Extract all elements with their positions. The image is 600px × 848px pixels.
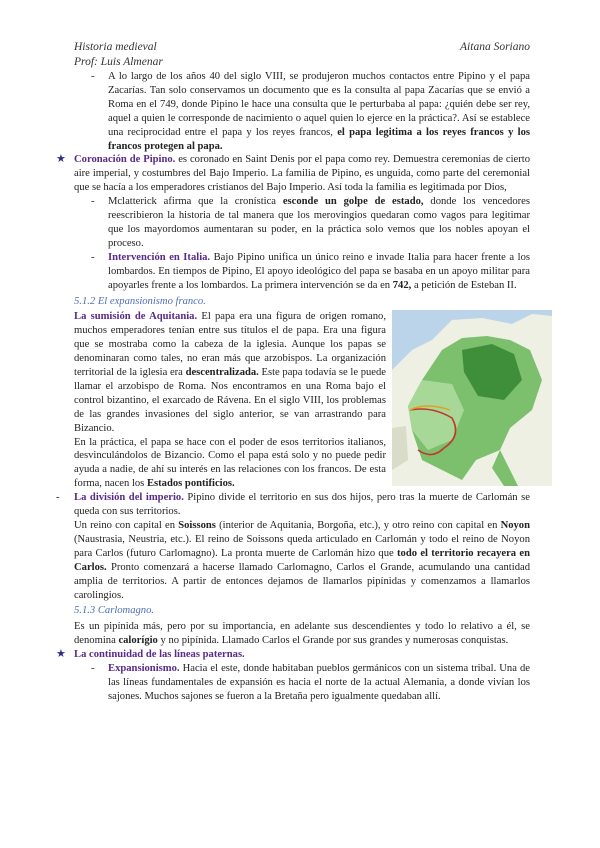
paragraph: En la práctica, el papa se hace con el poder de esos territorios italianos, desvinculándolos de Bizancio. Como el papa está solo y no puede pedir ayuda a nadie, de ahí su interés en las relaciones con los francos. De esta forma, nacen los Estados pontificios. xyxy=(74,436,386,490)
paragraph: Un reino con capital en Soissons (interior de Aquitania, Borgoña, etc.), y otro reino con capital en Noyon (Naustrasia, Neustria, etc.). El reino de Soissons queda articulado en Carlomán y todo el reino de Noyon para Carlos (futuro Carlomagno). La pronta muerte de Carlomán hizo que todo el territorio recayera en Carlos. Pronto comenzará a hacerse llamado Carlomagno, Carlos el Grande, acumulando una cantidad amplia de territorios. A partir de entonces dejamos de llamarlos pipínidas y comenzamos a llamarlos carolingios. xyxy=(74,520,530,601)
document-body xyxy=(56,70,530,704)
author-name: Aitana Soriano xyxy=(460,41,530,53)
list-item: - A lo largo de los años 40 del siglo VIII, se produjeron muchos contactos entre Pipino y el papa Zacarías. Tan solo conservamos un documento que es la consulta al papa Zacarías que se envió a Roma en el 749, donde Pipino le hace una consulta que le perturbaba al papa: ¿quién debe ser rey, aquel a quien le corresponde de nacimiento o aquel quien lo ejerce en la práctica?. Así se establece una reciprocidad entre el papa y los reyes francos, el papa legitima a los reyes francos y los francos protegen al papa. xyxy=(91,71,530,152)
list-item: - La división del imperio. Pipino divide el territorio en sus dos hijos, pero tras la muerte de Carlomán se queda con sus territorios. xyxy=(56,492,530,518)
section-heading: 5.1.2 El expansionismo franco. xyxy=(74,295,206,307)
page-header xyxy=(74,40,530,70)
list-item: ★ Coronación de Pipino. es coronado en Saint Denis por el papa como rey. Demuestra ceremonias de cierto aire imperial, y costumbres del Bajo Imperio. La familia de Pipino, es unguida, como parte del ceremonial que se hacía a los emperadores cristianos del Bajo Imperio. Así toda la familia es legitimada por Dios, xyxy=(56,153,530,194)
star-bullet-icon: ★ xyxy=(56,153,66,166)
course-title: Historia medieval xyxy=(74,41,157,53)
paragraph: Es un pipínida más, pero por su importancia, en adelante sus descendientes y todo lo relativo a él, se denomina calorígio y no pipínida. Llamado Carlos el Grande por sus grandes y numerosas conquistas. xyxy=(74,621,530,647)
list-item: ★ La continuidad de las líneas paternas. xyxy=(56,648,245,661)
paragraph: La sumisión de Aquitania. El papa era una figura de origen romano, muchos emperadores tenían entre sus títulos el de papa. Era una figura que se mostraba como la cabeza de la iglesia. Aunque los papas se denominaran como tales, no eran más que arzobispos. La organización territorial de la iglesia era descentralizada. Este papa todavía se le puede llamar el arzobispo de Roma. Nos encontramos en una Roma bajo el control bizantino, el exarcado de Rávena. En el siglo VIII, los problemas de las grandes invasiones del siglo anterior, se van arrastrando para Bizancio. xyxy=(74,310,530,435)
list-item: - Expansionismo. Hacia el este, donde habitaban pueblos germánicos con un sistema tribal. Una de las líneas fundamentales de expansión es hacia el norte de la actual Alemania, a donde vivían los sajones. Muchos sajones se fueron a la Bretaña pero igualmente quedaban allí. xyxy=(91,663,530,702)
list-item: - Intervención en Italia. Bajo Pipino unifica un único reino e invade Italia para hacer frente a los lombardos. En tiempos de Pipino, El apoyo ideológico del papa se basaba en un apoyo militar para apoyarles frente a los lombardos. La primera intervención se da en 742, a petición de Esteban II. xyxy=(91,251,530,291)
star-bullet-icon: ★ xyxy=(56,648,66,661)
professor-name: Prof: Luis Almenar xyxy=(74,56,163,68)
list-item: - Mclatterick afirma que la cronística esconde un golpe de estado, donde los vencedores reescribieron la historia de tal manera que los merovingios quedaran como vagos para legitimar que los mayordomos aumentaran su poder, en la práctica solo vemos que los nobles apoyan el proceso. xyxy=(91,196,530,249)
section-heading: 5.1.3 Carlomagno. xyxy=(74,605,155,617)
